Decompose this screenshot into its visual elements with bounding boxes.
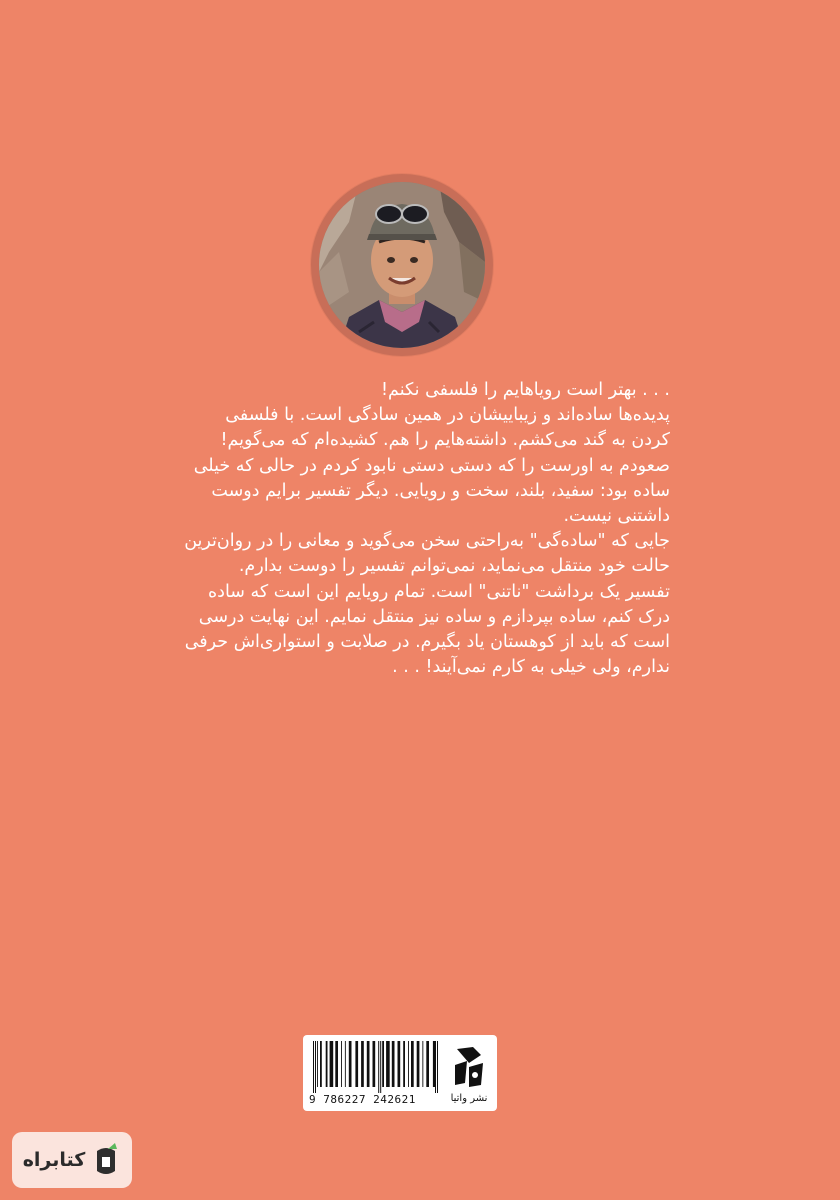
barcode-bar xyxy=(411,1041,414,1087)
barcode-bar xyxy=(341,1041,342,1087)
barcode-bar xyxy=(317,1041,318,1087)
blurb-line: صعودم به اورست را که دستی دستی نابود کردم در حالی که خیلی xyxy=(193,455,670,476)
isbn-barcode-block xyxy=(303,1035,497,1111)
barcode-bar xyxy=(330,1041,334,1087)
blurb-line: داشتنی نیست. xyxy=(563,506,670,527)
blurb-line: کردن به گند می‌کشم. داشته‌هایم را هم. کشیده‌ام که می‌گویم! xyxy=(220,430,670,451)
barcode-bar xyxy=(315,1041,316,1093)
barcode-bar xyxy=(326,1041,328,1087)
blurb-line: است که باید از کوهستان یاد بگیرم. در صلابت و استواری‌اش حرفی xyxy=(184,632,670,653)
barcode-bar xyxy=(392,1041,395,1087)
barcode-bar xyxy=(367,1041,370,1087)
author-photo-frame xyxy=(311,174,493,356)
blurb-line: حالت خود منتقل می‌نماید، نمی‌توانم تفسیر را دوست بدارم. xyxy=(238,556,670,577)
barcode-bar xyxy=(435,1041,436,1093)
blurb-line: ساده بود: سفید، بلند، سخت و رویایی. دیگر تفسیر برایم دوست xyxy=(211,480,670,501)
barcode-bar xyxy=(380,1041,381,1093)
blurb-line: پدیده‌ها ساده‌اند و زیباییشان در همین سادگی است. با فلسفی xyxy=(225,405,670,426)
barcode-bar xyxy=(378,1041,379,1093)
barcode-bar xyxy=(382,1041,384,1087)
barcode-bar xyxy=(426,1041,429,1087)
barcode-bar xyxy=(345,1041,346,1087)
barcode-bar xyxy=(355,1041,358,1087)
author-photo xyxy=(319,182,485,348)
barcode-bar xyxy=(437,1041,438,1093)
barcode-bar xyxy=(408,1041,409,1087)
watermark-text: کتابراه xyxy=(22,1149,86,1171)
blurb-line: درک کنم، ساده بپردازم و ساده نیز منتقل نمایم. این نهایت درسی xyxy=(198,606,670,627)
publisher-logo-icon xyxy=(451,1043,487,1089)
barcode-bar xyxy=(320,1041,322,1087)
blurb-line: ندارم، ولی خیلی به کارم نمی‌آیند! . . . xyxy=(392,657,670,678)
barcode-bar xyxy=(417,1041,420,1087)
barcode-bar xyxy=(386,1041,390,1087)
barcode-bar xyxy=(398,1041,401,1087)
blurb-line: جایی که "ساده‌گی" به‌راحتی سخن می‌گوید و معانی را در روان‌ترین xyxy=(184,531,670,552)
barcode-bar xyxy=(403,1041,405,1087)
barcode-bar xyxy=(349,1041,352,1087)
barcode-bar xyxy=(313,1041,314,1093)
barcode-bar xyxy=(422,1041,423,1087)
barcode-bar xyxy=(361,1041,364,1087)
publisher-name: نشر واتیا xyxy=(450,1093,488,1104)
barcode-bar xyxy=(335,1041,338,1087)
blurb-line: . . . بهتر است رویاهایم را فلسفی نکنم! xyxy=(381,380,670,400)
ketabrah-logo-icon xyxy=(91,1143,121,1177)
isbn-number: 9 786227 242621 xyxy=(309,1093,416,1106)
barcode-bar xyxy=(373,1041,376,1087)
ketabrah-watermark[interactable] xyxy=(12,1132,132,1188)
isbn-barcode xyxy=(311,1041,441,1093)
back-cover-blurb xyxy=(170,378,670,680)
blurb-line: تفسیر یک برداشت "ناتنی" است. تمام رویایم این است که ساده xyxy=(208,581,670,602)
